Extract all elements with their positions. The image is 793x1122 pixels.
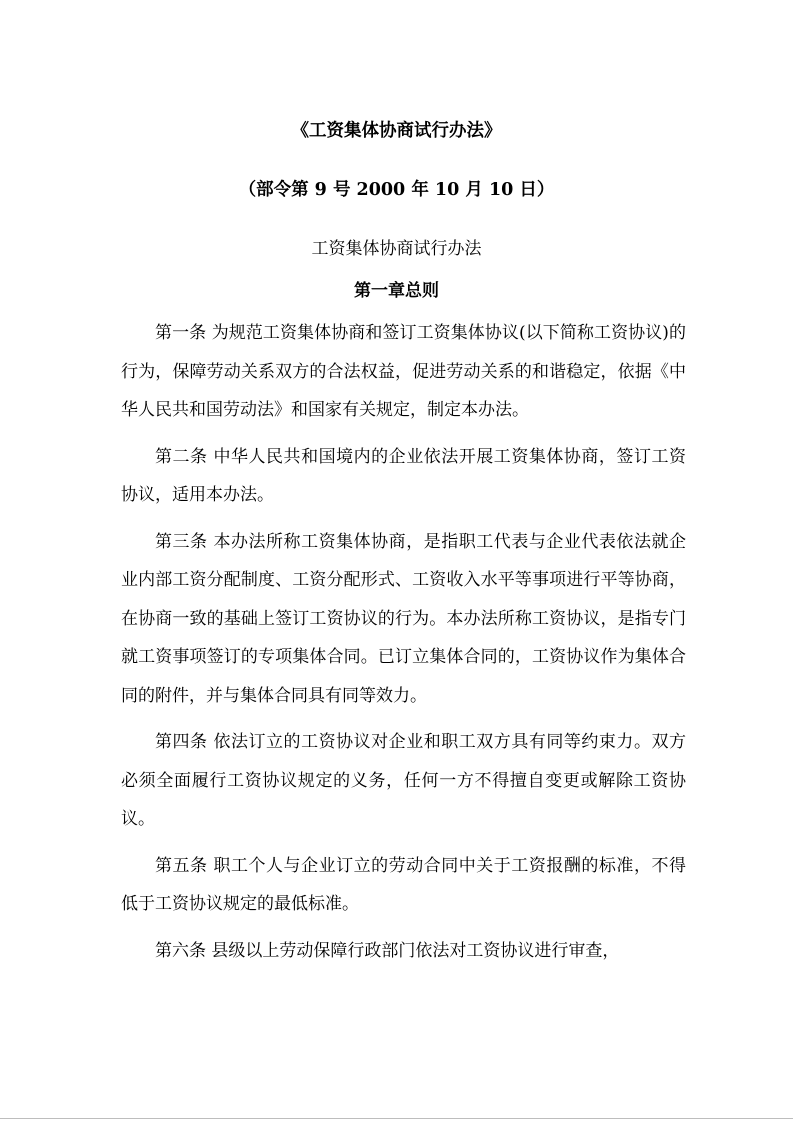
document-subtitle: 工资集体协商试行办法 <box>311 239 482 259</box>
article-6: 第六条 县级以上劳动保障行政部门依法对工资协议进行审查， <box>155 940 620 961</box>
article-4: 第四条 依法订立的工资协议对企业和职工双方具有同等约束力。双方必须全面履行工资协议规定的义务，任何一方不得擅自变更或解除工资协议。 <box>121 732 686 829</box>
decree-line: （部令第 9 号 2000 年 10 月 10 日） <box>238 180 555 200</box>
article-5: 第五条 职工个人与企业订立的劳动合同中关于工资报酬的标准，不得低于工资协议规定的最低标准。 <box>121 855 686 914</box>
page-bottom-divider <box>0 1118 793 1119</box>
document-body <box>121 314 686 970</box>
article-1: 第一条 为规范工资集体协商和签订工资集体协议(以下简称工资协议)的行为，保障劳动关系双方的合法权益，促进劳动关系的和谐稳定，依据《中华人民共和国劳动法》和国家有关规定，制定本办法。 <box>121 323 686 420</box>
document-title: 《工资集体协商试行办法》 <box>291 121 502 141</box>
article-3: 第三条 本办法所称工资集体协商，是指职工代表与企业代表依法就企业内部工资分配制度、工资分配形式、工资收入水平等事项进行平等协商，在协商一致的基础上签订工资协议的行为。本办法所称工资协议，是指专门就工资事项签订的专项集体合同。已订立集体合同的，工资协议作为集体合同的附件，并与集体合同具有同等效力。 <box>121 531 686 706</box>
chapter-heading: 第一章总则 <box>354 281 439 301</box>
article-2: 第二条 中华人民共和国境内的企业依法开展工资集体协商，签订工资协议，适用本办法。 <box>121 446 686 505</box>
